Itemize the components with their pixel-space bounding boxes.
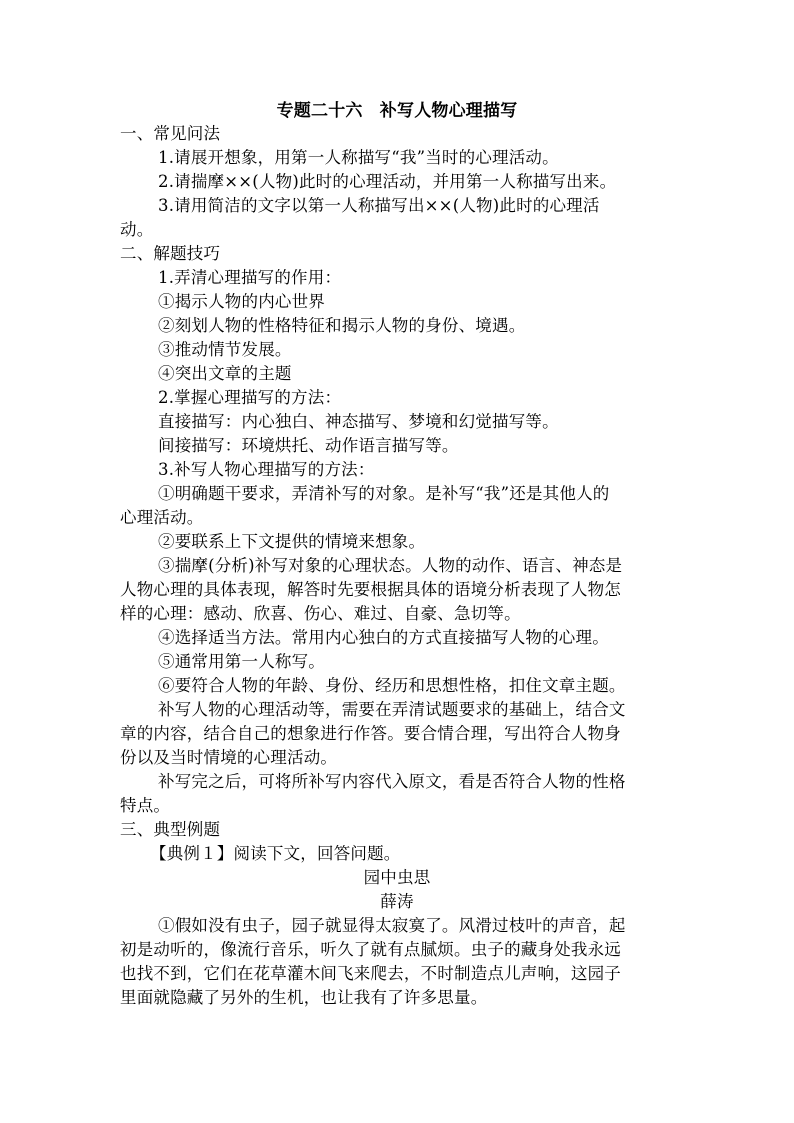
tip-line: ②刻划人物的性格特征和揭示人物的身份、境遇。 xyxy=(158,316,526,335)
tip-line: ⑥要符合人物的年龄、身份、经历和思想性格，扣住文章主题。 xyxy=(158,676,626,695)
tip-line: 人物心理的具体表现，解答时先要根据具体的语境分析表现了人物怎 xyxy=(120,580,621,599)
section-heading-typical-examples: 三、典型例题 xyxy=(120,820,221,839)
tip-line: 补写完之后，可将所补写内容代入原文，看是否符合人物的性格 xyxy=(158,772,626,791)
article-title: 园中虫思 xyxy=(363,868,431,887)
tip-line: ②要联系上下文提供的情境来想象。 xyxy=(158,532,426,551)
tip-line: ④突出文章的主题 xyxy=(158,364,292,383)
article-paragraph-line: ①假如没有虫子，园子就显得太寂寞了。风滑过枝叶的声音，起 xyxy=(158,916,626,935)
document-title: 专题二十六 补写人物心理描写 xyxy=(276,101,518,121)
article-paragraph-line: 里面就隐藏了另外的生机，也让我有了许多思量。 xyxy=(120,988,488,1007)
section-heading-solving-tips: 二、解题技巧 xyxy=(120,244,221,263)
tip-line: 样的心理：感动、欣喜、伤心、难过、自豪、急切等。 xyxy=(120,604,521,623)
tip-line: 章的内容，结合自己的想象进行作答。要合情合理，写出符合人物身 xyxy=(120,724,621,743)
tip-line: 3.补写人物心理描写的方法： xyxy=(158,460,375,479)
tip-line: 间接描写：环境烘托、动作语言描写等。 xyxy=(158,436,459,455)
tip-line: ①明确题干要求，弄清补写的对象。是补写“我”还是其他人的 xyxy=(158,484,610,503)
article-paragraph-line: 初是动听的，像流行音乐，听久了就有点腻烦。虫子的藏身处我永远 xyxy=(120,940,621,959)
question-item-2: 2.请揣摩××(人物)此时的心理活动，并用第一人称描写出来。 xyxy=(158,172,617,191)
question-item-3: 3.请用简洁的文字以第一人称描写出××(人物)此时的心理活 xyxy=(158,196,600,215)
tip-line: 特点。 xyxy=(120,796,171,815)
question-item-3-continued: 动。 xyxy=(120,220,154,239)
example-intro: 【典例１】阅读下文，回答问题。 xyxy=(150,844,401,863)
tip-line: 心理活动。 xyxy=(120,508,204,527)
tip-line: 直接描写：内心独白、神态描写、梦境和幻觉描写等。 xyxy=(158,412,559,431)
tip-line: ③揣摩(分析)补写对象的心理状态。人物的动作、语言、神态是 xyxy=(158,556,623,575)
tip-line: ③推动情节发展。 xyxy=(158,340,292,359)
question-item-1: 1.请展开想象，用第一人称描写“我”当时的心理活动。 xyxy=(158,148,559,167)
tip-line: ①揭示人物的内心世界 xyxy=(158,292,325,311)
tip-line: 2.掌握心理描写的方法： xyxy=(158,388,342,407)
tip-line: ④选择适当方法。常用内心独白的方式直接描写人物的心理。 xyxy=(158,628,609,647)
tip-line: 补写人物的心理活动等，需要在弄清试题要求的基础上，结合文 xyxy=(158,700,626,719)
section-heading-common-questions: 一、常见问法 xyxy=(120,124,221,143)
tip-line: ⑤通常用第一人称写。 xyxy=(158,652,325,671)
tip-line: 1.弄清心理描写的作用： xyxy=(158,268,342,287)
article-author: 薛涛 xyxy=(380,892,414,911)
article-paragraph-line: 也找不到，它们在花草灌木间飞来爬去，不时制造点儿声响，这园子 xyxy=(120,964,621,983)
tip-line: 份以及当时情境的心理活动。 xyxy=(120,748,338,767)
